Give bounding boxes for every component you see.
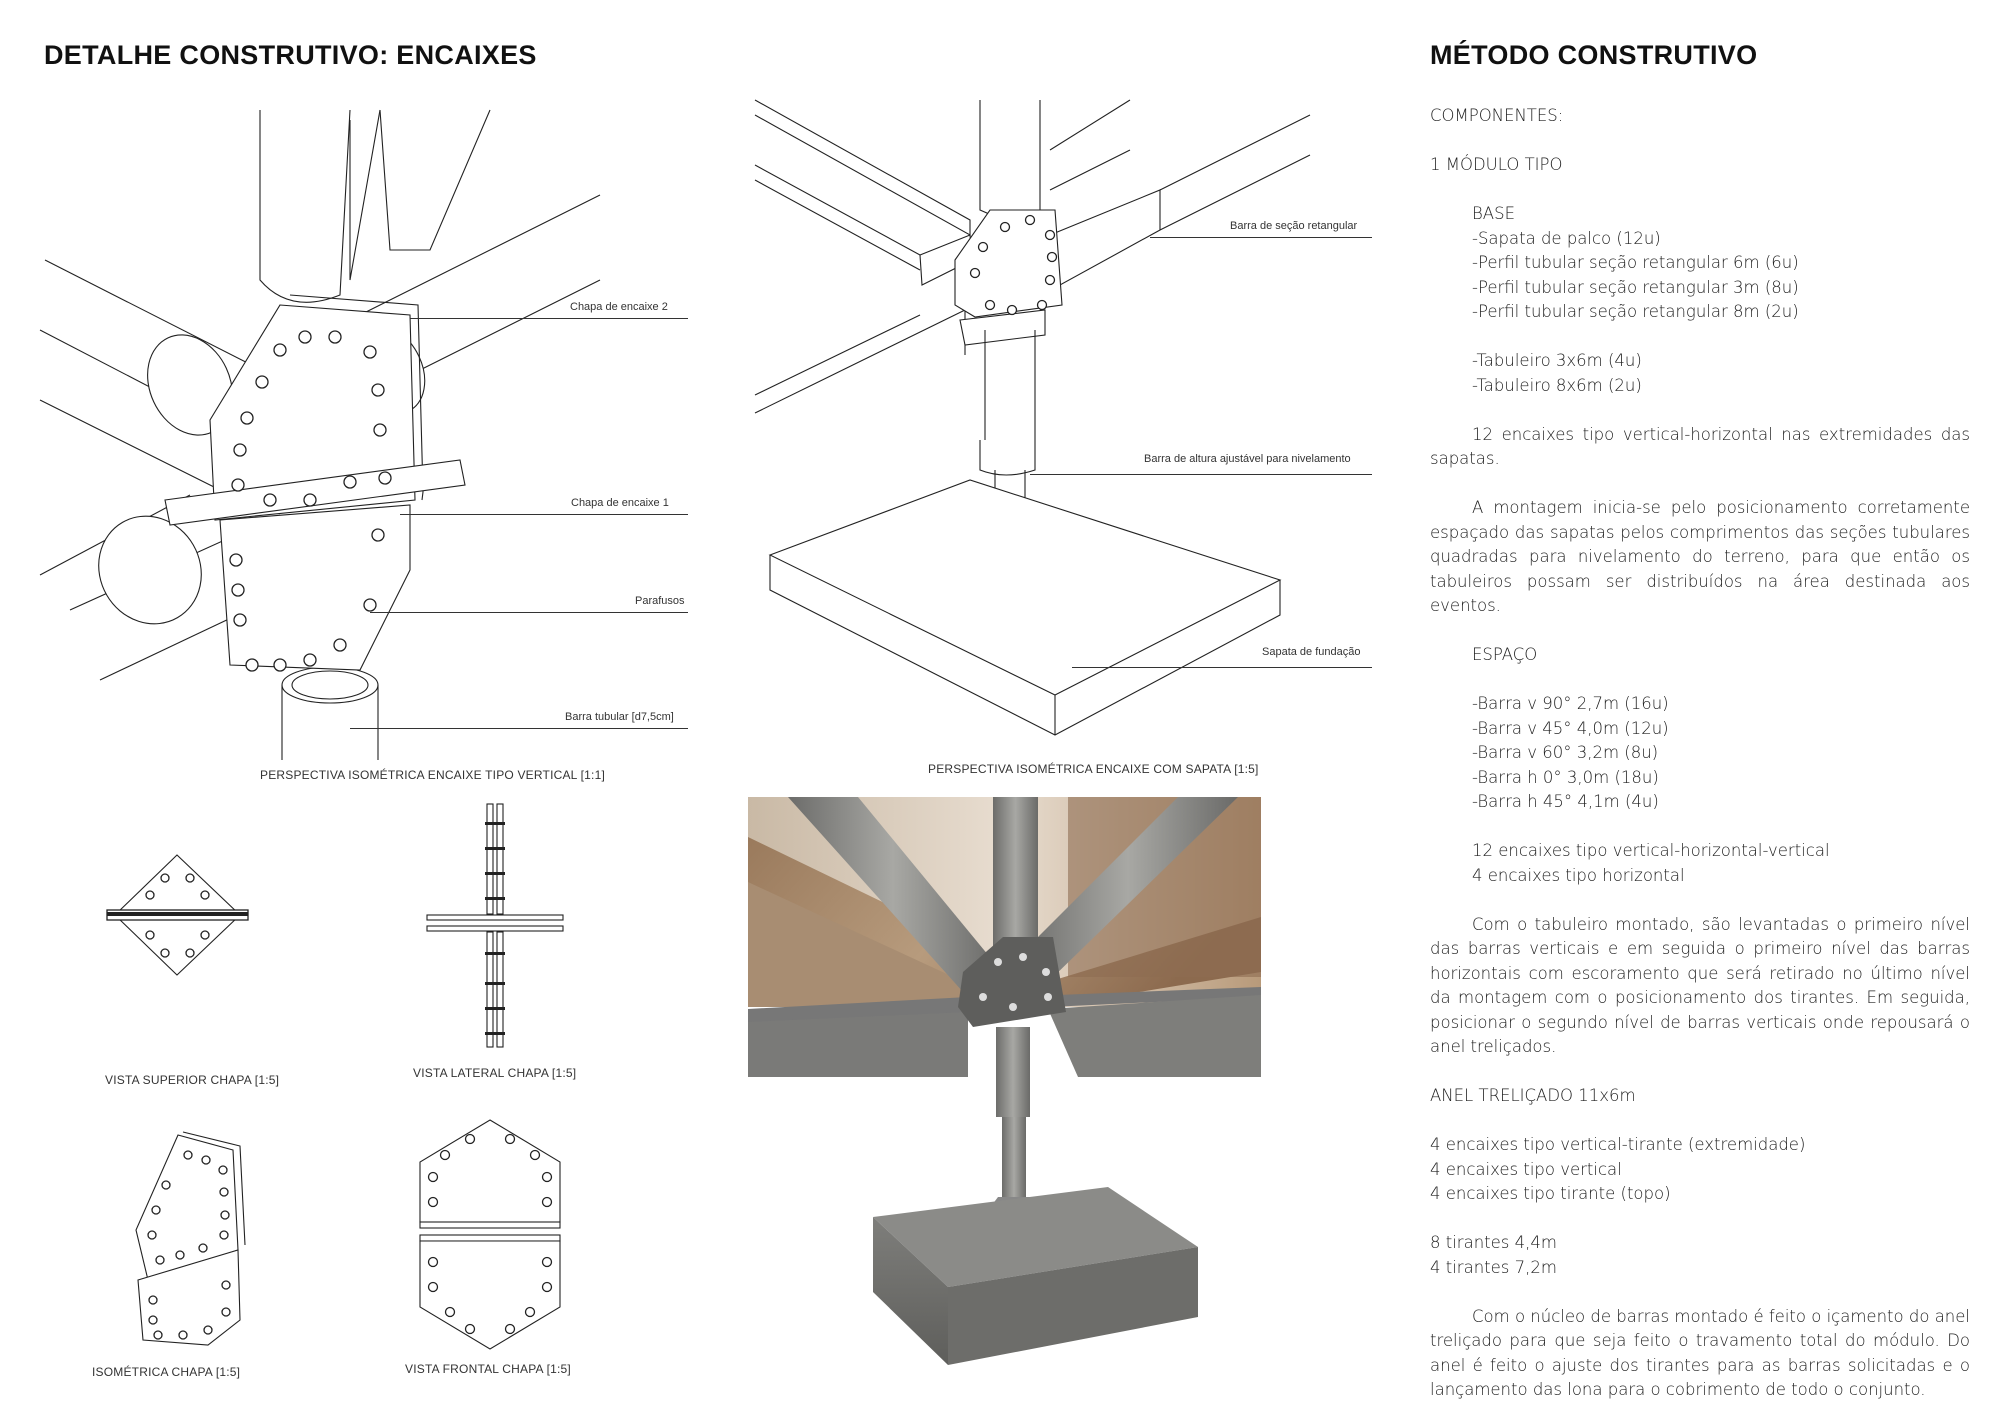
label-barra-tubular: Barra tubular [d7,5cm]	[565, 711, 674, 723]
left-title: DETALHE CONSTRUTIVO: ENCAIXES	[44, 40, 537, 70]
footing-joint-drawing	[750, 95, 1390, 715]
isometrica-chapa-drawing	[128, 1130, 258, 1350]
label-chapa2: Chapa de encaixe 2	[570, 301, 668, 313]
tirante-item: 4 tirantes 7,2m	[1430, 1257, 1557, 1277]
paragraph-montagem: A montagem inicia-se pelo posicionamento corretamente espaçado das sapatas pelos comprimentos das seções tubulares quadradas para nivelamento do terreno, para que então os tabuleiros possam ser distribuídos na área destinada aos eventos.	[1430, 498, 1970, 615]
paragraph-tabuleiro: Com o tabuleiro montado, são levantadas o primeiro nível das barras verticais e em seguida o primeiro nível das barras horizontais com escoramento que será retirado no último nível da montagem com o posicionamento dos tirantes. Em seguida, posicionar o segundo nível de barras verticais onde repousará o anel treliçados.	[1430, 914, 1970, 1056]
leader-parafusos	[370, 612, 688, 613]
anel-item: 4 encaixes tipo vertical-tirante (extremidade)	[1430, 1135, 1806, 1154]
label-parafusos: Parafusos	[635, 595, 685, 607]
label-barra-altura: Barra de altura ajustável para nivelamento	[1144, 453, 1351, 465]
espaco-item: -Barra v 45° 4,0m (12u)	[1472, 718, 1669, 738]
leader-barra-retangular	[1150, 237, 1372, 238]
leader-barra-altura	[1030, 474, 1372, 475]
anel-item: 4 encaixes tipo tirante (topo)	[1430, 1184, 1671, 1203]
base-item: -Perfil tubular seção retangular 3m (8u)	[1472, 277, 1799, 297]
espaco-heading: ESPAÇO	[1472, 645, 1538, 664]
espaco-item: -Barra h 0° 3,0m (18u)	[1472, 767, 1659, 787]
label-barra-retangular: Barra de seção retangular	[1230, 220, 1358, 232]
label-sapata: Sapata de fundação	[1262, 646, 1361, 658]
leader-chapa2	[410, 318, 688, 319]
componentes-heading: COMPONENTES:	[1430, 106, 1564, 125]
render-image	[748, 797, 1261, 1367]
paragraph-nucleo: Com o núcleo de barras montado é feito o içamento do anel treliçado para que seja feito o travamento total do módulo. Do anel é feito o ajuste dos tirantes para as barras solicitadas e o lançamento das lona para o cobrimento de todo o conjunto.	[1430, 1306, 1970, 1399]
right-title: MÉTODO CONSTRUTIVO	[1430, 40, 1758, 70]
tabuleiro-item: -Tabuleiro 8x6m (2u)	[1472, 375, 1642, 395]
caption-vista-superior: VISTA SUPERIOR CHAPA [1:5]	[105, 1073, 280, 1087]
vista-superior-drawing	[105, 850, 250, 990]
anel-item: 4 encaixes tipo vertical	[1430, 1159, 1622, 1179]
espaco-item: -Barra v 60° 3,2m (8u)	[1472, 743, 1659, 762]
espaco-item: -Barra h 45° 4,1m (4u)	[1472, 792, 1659, 811]
modulo-heading: 1 MÓDULO TIPO	[1430, 155, 1563, 174]
vista-lateral-drawing	[425, 802, 565, 1052]
base-item: -Perfil tubular seção retangular 8m (2u)	[1472, 302, 1799, 321]
base-heading: BASE	[1472, 204, 1515, 223]
anel-heading: ANEL TRELIÇADO 11x6m	[1430, 1086, 1636, 1105]
base-item: -Perfil tubular seção retangular 6m (6u)	[1472, 253, 1799, 272]
espaco-item: -Barra v 90° 2,7m (16u)	[1472, 694, 1669, 713]
isometric-joint-drawing	[40, 100, 720, 760]
caption-drawing2: PERSPECTIVA ISOMÉTRICA ENCAIXE COM SAPATA [1:5]	[928, 762, 1259, 776]
paragraph-encaixes-base: 12 encaixes tipo vertical-horizontal nas extremidades das sapatas.	[1430, 424, 1970, 468]
espaco-encaixe: 12 encaixes tipo vertical-horizontal-vertical	[1472, 841, 1830, 860]
base-item: -Sapata de palco (12u)	[1472, 228, 1661, 248]
label-chapa1: Chapa de encaixe 1	[571, 497, 669, 509]
caption-drawing1: PERSPECTIVA ISOMÉTRICA ENCAIXE TIPO VERTICAL [1:1]	[260, 768, 605, 782]
leader-barra-tubular	[350, 728, 688, 729]
espaco-encaixe: 4 encaixes tipo horizontal	[1472, 865, 1685, 885]
leader-chapa1	[400, 514, 688, 515]
leader-sapata	[1072, 667, 1372, 668]
tirante-item: 8 tirantes 4,4m	[1430, 1233, 1557, 1252]
caption-vista-frontal: VISTA FRONTAL CHAPA [1:5]	[405, 1362, 571, 1376]
caption-vista-lateral: VISTA LATERAL CHAPA [1:5]	[413, 1066, 577, 1080]
tabuleiro-item: -Tabuleiro 3x6m (4u)	[1472, 351, 1642, 370]
vista-frontal-drawing	[415, 1117, 565, 1352]
caption-isometrica: ISOMÉTRICA CHAPA [1:5]	[92, 1365, 241, 1379]
method-text	[1430, 104, 1970, 1403]
